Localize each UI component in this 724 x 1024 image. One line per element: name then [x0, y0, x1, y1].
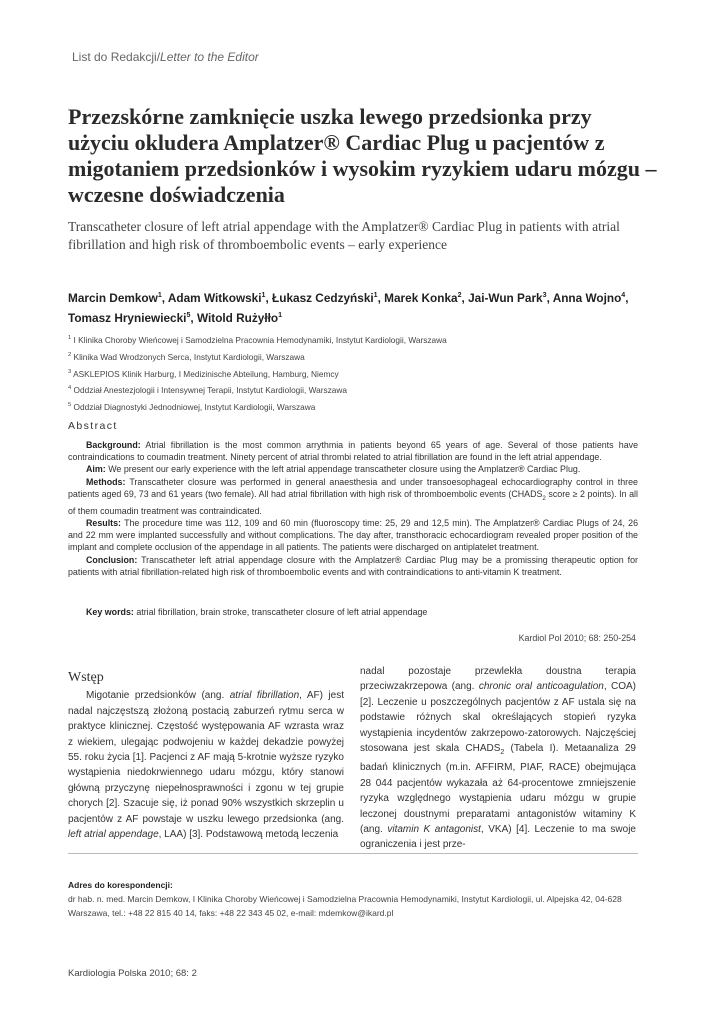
affiliation: $^3$ ASKLEPIOS Klinik Harburg, I Medizinische Abteilung, Hamburg, Niemcy [68, 368, 339, 379]
intro-paragraph: Migotanie przedsionków (ang. atrial fibrillation, AF) jest nadal najczęstszą złożoną postacią zaburzeń rytmu serca w praktyce klinicznej. Częstość występowania AF wzrasta wraz z wiekiem, ulegając podwojeniu w każdej dekadzie powyżej 55. roku życia [1]. Pacjenci z AF mają 5-krotnie wyższe ryzyko wystąpienia niedokrwiennego udaru mózgu, który stanowi główną przyczynę niepełnosprawności i zgonu w tej grupie chorych [2]. Szacuje się, iż ponad 90% wszystkich skrzeplin u pacjentów z AF powstaje w uszku lewego przedsionka (ang. left atrial appendage, LAA) [3]. Podstawową metodą leczenia [68, 690, 344, 841]
section-label [72, 50, 259, 64]
abstract-conclusion: Conclusion: Transcatheter left atrial appendage closure with the Amplatzer® Cardiac Plug may be a promissing therapeutic option for patients with atrial fibrillation-related high risk of thromboembolic events and with contraindications to anti-vitamin K treatment. [68, 554, 638, 577]
section-label-pl: List do Redakcji/ [72, 50, 161, 64]
abstract-methods: Methods: Transcatheter closure was performed in general anaesthesia and under transoesophageal echocardiography control in three patients aged 69, 73 and 61 years (two female). All had atrial fibrillation with high risk of thromboembolic events ($CHADS_2$ score ≥ 2 points). In all of them coumadin treatment was contraindicated. [68, 476, 638, 516]
abstract-aim: Aim: We present our early experience with the left atrial appendage transcatheter closure using the Amplatzer® Cardiac Plug. [86, 464, 581, 475]
citation: Kardiol Pol 2010; 68: 250-254 [518, 633, 636, 643]
title-polish: Przezskórne zamknięcie uszka lewego przedsionka przy użyciu okludera Amplatzer® Cardiac Plug u pacjentów z migotaniem przedsionków i wysokim ryzykiem udaru mózgu – wczesne doświadczenia [68, 104, 657, 207]
section-label-en: Letter to the Editor [160, 50, 259, 64]
correspondence [68, 878, 638, 920]
abstract-results: Results: The procedure time was 112, 109 and 60 min (fluoroscopy time: 25, 29 and 12,5 min). The Amplatzer® Cardiac Plugs of 24, 26 and 22 mm were implanted successfully and without complications. The day after, transthoracic echocardiogram revealed proper position of the implant and complete occlusion of the appendage in all patients. The patients were discharged on antiplatelet treatment. [68, 518, 639, 553]
correspondence-text: dr hab. n. med. Marcin Demkow, I Klinika Choroby Wieńcowej i Samodzielna Pracownia Hemodynamiki, Instytut Kardiologii, ul. Alpejska 42, 04-628 Warszawa, tel.: +48 22 815 40 14, faks: +48 22 343 45 02, e-mail: mdemkow@ikard.pl [68, 894, 622, 918]
affiliation: $^1$ I Klinika Choroby Wieńcowej i Samodzielna Pracownia Hemodynamiki, Instytut Kardiologii, Warszawa [68, 334, 447, 345]
divider [68, 853, 638, 854]
affiliation: $^2$ Klinika Wad Wrodzonych Serca, Instytut Kardiologii, Warszawa [68, 351, 305, 362]
author: Anna Wojno$^4$, [552, 290, 629, 305]
abstract-body [68, 439, 638, 578]
keywords: Key words: atrial fibrillation, brain stroke, transcatheter closure of left atrial appendage [86, 607, 428, 617]
page-footer: Kardiologia Polska 2010; 68: 2 [68, 968, 197, 979]
author: Witold Rużyłło$^1$ [196, 310, 283, 325]
title-english: Transcatheter closure of left atrial appendage with the Amplatzer® Cardiac Plug in patients with atrial fibrillation and high risk of thromboembolic events – early experience [68, 219, 620, 252]
intro-heading: Wstęp [68, 670, 104, 685]
intro-left-column [68, 670, 344, 842]
affiliation: $^5$ Oddział Diagnostyki Jednodniowej, Instytut Kardiologii, Warszawa [68, 401, 316, 412]
affiliation: $^4$ Oddział Anestezjologii i Intensywnej Terapii, Instytut Kardiologii, Warszawa [68, 385, 348, 396]
affiliation-list [68, 331, 668, 415]
author: Łukasz Cedzyński$^1$, [272, 290, 385, 305]
author: Tomasz Hryniewiecki$^5$, [68, 310, 197, 325]
author: Adam Witkowski$^1$, [167, 290, 273, 305]
intro-right-column [360, 664, 636, 853]
author: Marek Konka$^2$, [384, 290, 469, 305]
correspondence-heading: Adres do korespondencji: [68, 880, 173, 890]
abstract-heading: Abstract [68, 420, 118, 432]
author: Jai-Wun Park$^3$, [468, 290, 553, 305]
abstract-background: Background: Atrial fibrillation is the most common arrythmia in patients beyond 65 years of age. Several of those patients have contraindications to coumadin treatment. Ninety percent of atrial thrombi related to atrial fibrillation are found in the left atrial appendage. [68, 440, 638, 463]
author: Marcin Demkow$^1$, [68, 290, 168, 305]
author-list [68, 287, 658, 327]
intro-paragraph-continued: nadal pozostaje przewlekła doustna terapia przeciwzakrzepowa (ang. chronic oral anticoagulation, COA) [2]. Leczenie u poszczególnych pacjentów z AF ustala się na podstawie różnych skal określających stopień ryzyka wystąpienia incydentów zakrzepowo-zatorowych. Najczęściej stosowana jest skala $CHADS_2$ (Tabela I). Metaanaliza 29 badań klinicznych (m.in. AFFIRM, PIAF, RACE) obejmująca 28 044 pacjentów wykazała aż 64-procentowe zmniejszenie ryzyka względnego wystąpienia udaru mózgu w grupie leczonej doustnymi preparatami antagonistów witaminy K (ang. vitamin K antagonist, VKA) [4]. Leczenie to ma swoje ograniczenia i jest prze- [360, 666, 637, 851]
